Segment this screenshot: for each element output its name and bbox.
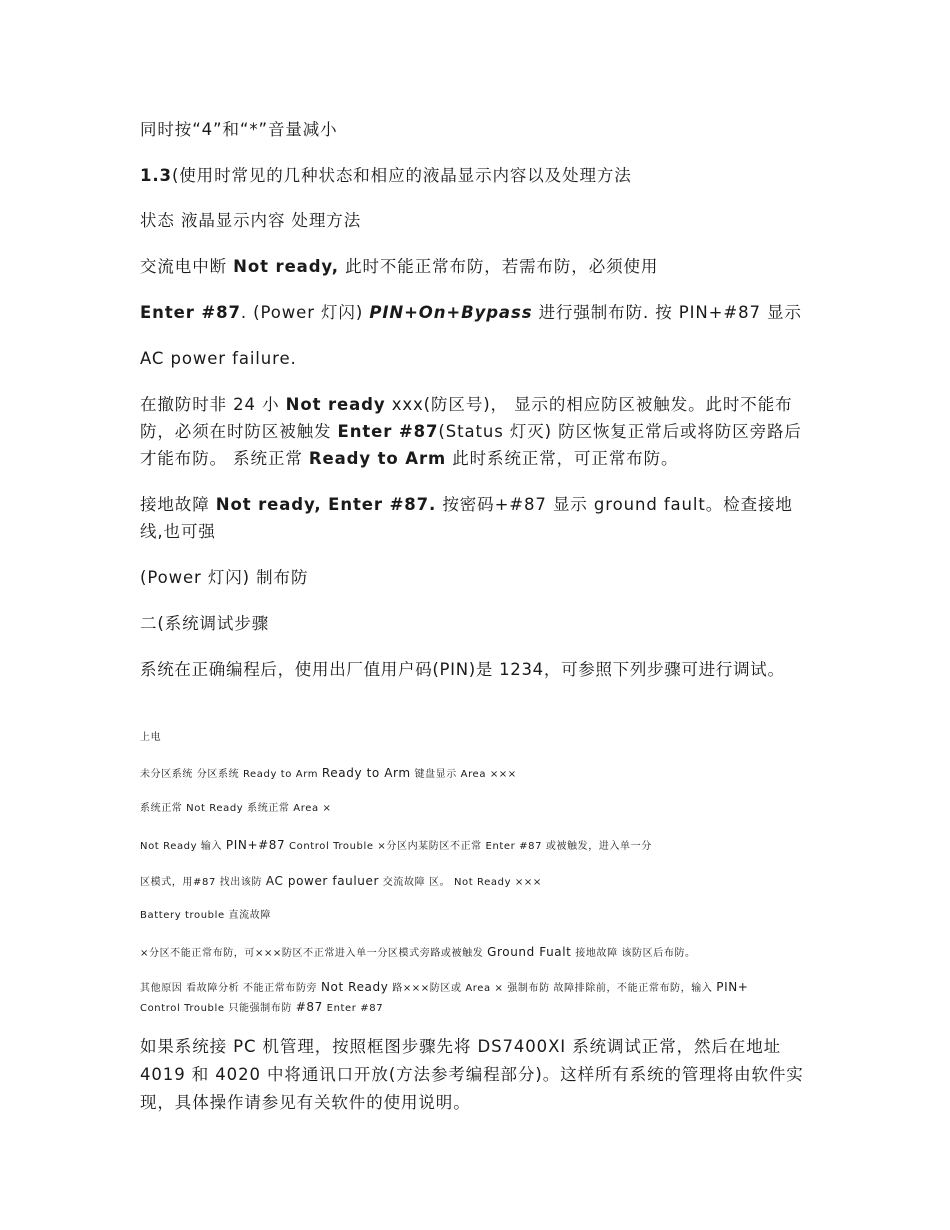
flow-line-single-area: 区模式，用#87 找出该防 AC power fauluer 交流故障 区。 Not Ready ××× xyxy=(140,874,542,888)
para-ac-failure: AC power failure. xyxy=(140,349,297,368)
para-ac-power-loss: 交流电中断 Not ready, 此时不能正常布防，若需布防，必须使用 xyxy=(140,257,659,276)
para-pc-management: 如果系统接 PC 机管理，按照框图步骤先将 DS7400XI 系统调试正常，然后在地址 4019 和 4020 中将通讯口开放(方法参考编程部分)。这样所有系统的管理将由软件实现，具体操作请参见有关软件的使用说明。 xyxy=(140,1037,804,1112)
para-power-flash: (Power 灯闪) 制布防 xyxy=(140,568,309,587)
section-heading-1-3: 1.3(使用时常见的几种状态和相应的液晶显示内容以及处理方法 xyxy=(140,166,632,185)
flow-line-other-reasons: 其他原因 看故障分析 不能正常布防旁 Not Ready 路×××防区或 Area × 强制布防 故障排除前，不能正常布防，输入 PIN+ Control Trouble 只能强制布防 #87 Enter #87 xyxy=(140,980,749,1014)
flow-line-partition: 未分区系统 分区系统 Ready to Arm Ready to Arm 键盘显示 Area ××× xyxy=(140,766,517,780)
para-not-ready-zone: 在撤防时非 24 小 Not ready xxx(防区号)， 显示的相应防区被触发。此时不能布防，必须在时防区被触发 Enter #87(Status 灯灭) 防区恢复正常后或将防区旁路后才能布防。 系统正常 Ready to Arm 此时系统正常，可正常布防。 xyxy=(140,395,802,468)
para-force-arm: Enter #87. (Power 灯闪) PIN+On+Bypass 进行强制布防. 按 PIN+#87 显示 xyxy=(140,303,802,322)
para-volume-down: 同时按“4”和“*”音量减小 xyxy=(140,120,338,139)
para-default-pin: 系统在正确编程后，使用出厂值用户码(PIN)是 1234，可参照下列步骤可进行调试。 xyxy=(140,660,785,679)
table-header-row: 状态 液晶显示内容 处理方法 xyxy=(140,211,362,230)
flow-line-battery: Battery trouble 直流故障 xyxy=(140,910,271,921)
flow-line-ground-fault: ×分区不能正常布防，可×××防区不正常进入单一分区模式旁路或被触发 Ground Fualt 接地故障 该防区后布防。 xyxy=(140,945,696,959)
flow-power-on: 上电 xyxy=(140,732,162,743)
para-ground-fault: 接地故障 Not ready, Enter #87. 按密码+#87 显示 ground fault。检查接地线,也可强 xyxy=(140,495,793,541)
flow-line-control-trouble: Not Ready 输入 PIN+#87 Control Trouble ×分区内某防区不正常 Enter #87 或被触发，进入单一分 xyxy=(140,838,652,852)
flow-line-system-normal: 系统正常 Not Ready 系统正常 Area × xyxy=(140,803,332,814)
section-heading-2: 二(系统调试步骤 xyxy=(140,614,270,633)
